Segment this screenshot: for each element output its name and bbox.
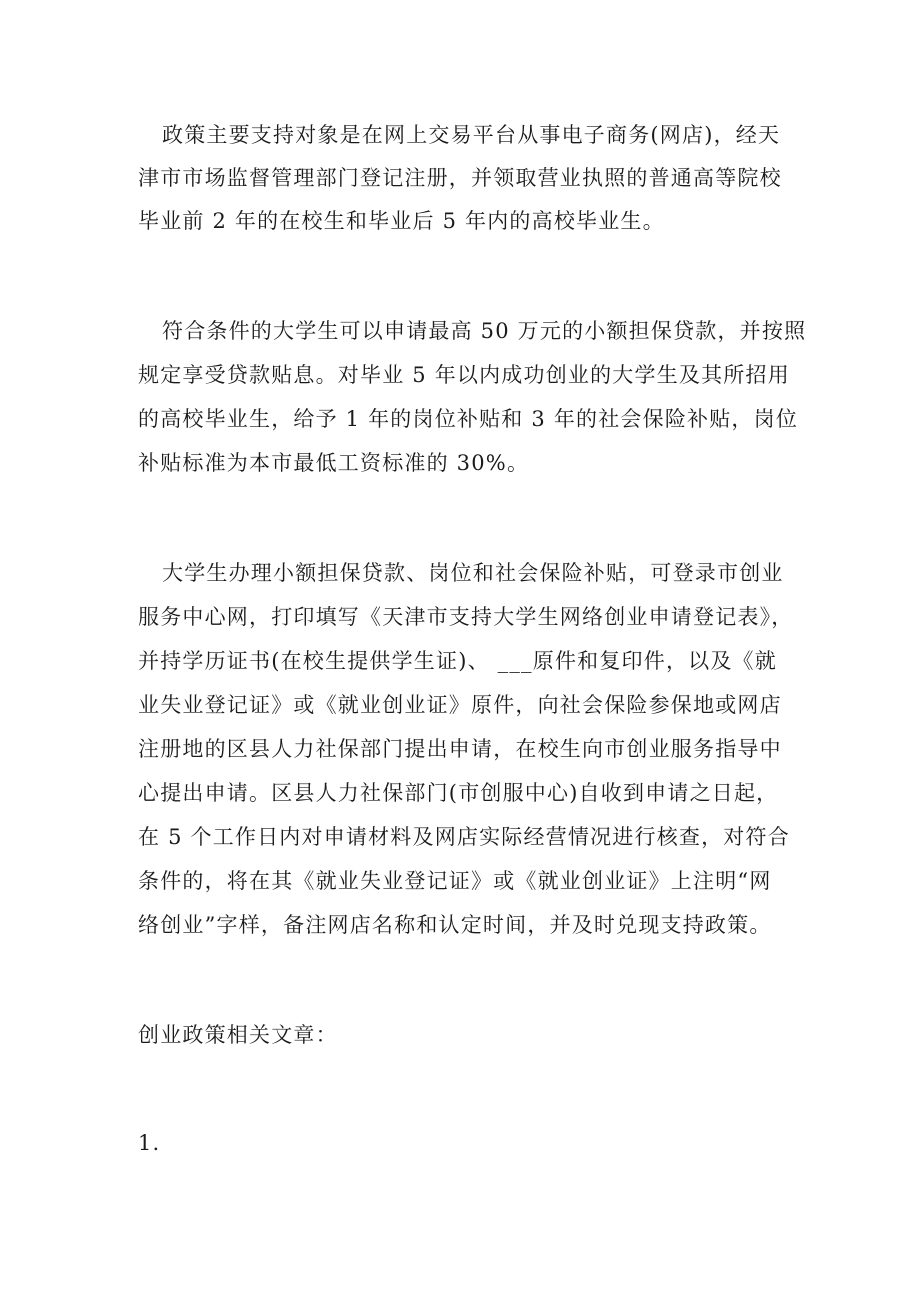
paragraph-3-line-7: 在 5 个工作日内对申请材料及网店实际经营情况进行核查，对符合 — [138, 825, 790, 849]
paragraph-2-line-2: 规定享受贷款贴息。对毕业 5 年以内成功创业的大学生及其所招用 — [138, 363, 790, 387]
related-articles-heading: 创业政策相关文章： — [138, 1023, 338, 1047]
paragraph-3-line-5: 注册地的区县人力社保部门提出申请，在校生向市创业服务指导中 — [138, 737, 782, 761]
paragraph-1-line-1: 政策主要支持对象是在网上交易平台从事电子商务(网店)，经天 — [162, 123, 781, 147]
paragraph-2-line-4: 补贴标准为本市最低工资标准的 30%。 — [138, 451, 530, 475]
paragraph-1-line-3: 毕业前 2 年的在校生和毕业后 5 年内的高校毕业生。 — [138, 209, 665, 233]
paragraph-3-line-1: 大学生办理小额担保贷款、岗位和社会保险补贴，可登录市创业 — [162, 561, 784, 585]
related-article-item-1[interactable]: 1. — [138, 1131, 161, 1155]
paragraph-1-line-2: 津市市场监督管理部门登记注册，并领取营业执照的普通高等院校 — [138, 166, 782, 190]
paragraph-3-line-6: 心提出申请。区县人力社保部门(市创服中心)自收到申请之日起， — [138, 781, 779, 805]
paragraph-3-line-9: 络创业”字样，备注网店名称和认定时间，并及时兑现支持政策。 — [138, 913, 772, 937]
paragraph-2-line-1: 符合条件的大学生可以申请最高 50 万元的小额担保贷款，并按照 — [162, 319, 807, 343]
paragraph-2-line-3: 的高校毕业生，给予 1 年的岗位补贴和 3 年的社会保险补贴，岗位 — [138, 407, 799, 431]
paragraph-3-line-8: 条件的，将在其《就业失业登记证》或《就业创业证》上注明“网 — [138, 869, 772, 893]
paragraph-3-line-3: 并持学历证书(在校生提供学生证)、 ___原件和复印件，以及《就 — [138, 649, 777, 673]
paragraph-3-line-2: 服务中心网，打印填写《天津市支持大学生网络创业申请登记表》， — [138, 605, 794, 629]
paragraph-3-line-4: 业失业登记证》或《就业创业证》原件，向社会保险参保地或网店 — [138, 693, 782, 717]
